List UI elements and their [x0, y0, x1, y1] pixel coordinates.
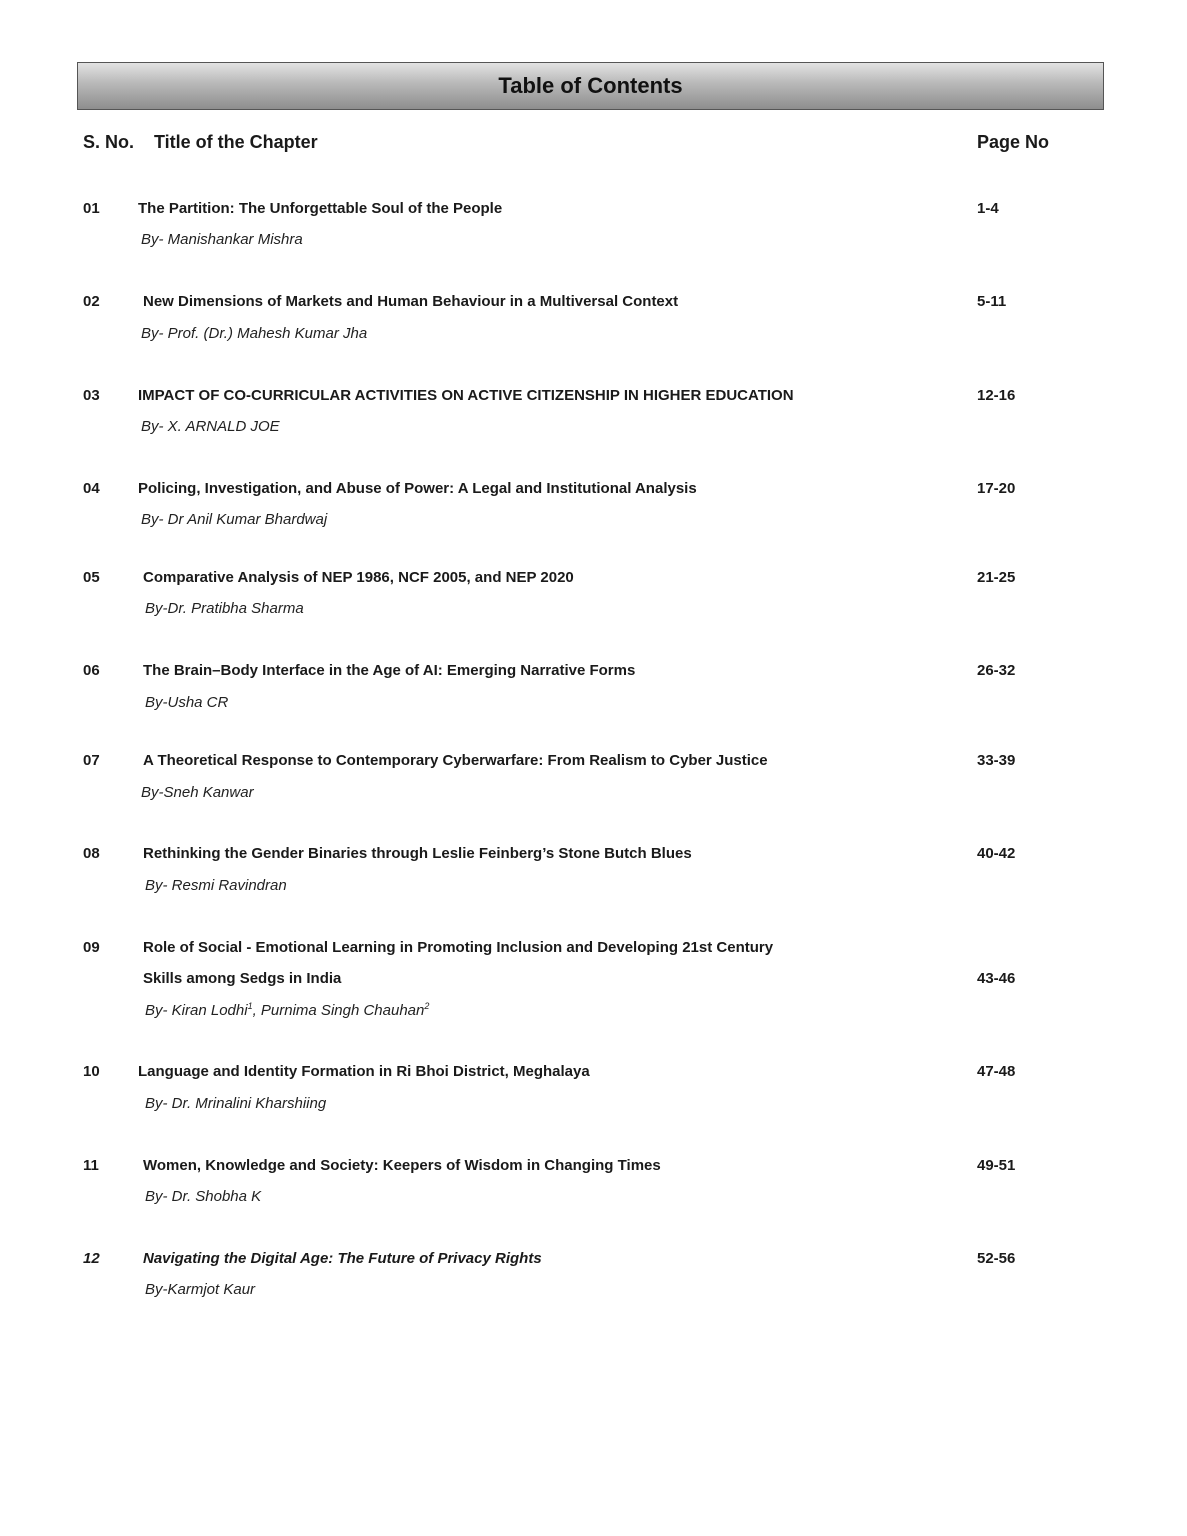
chapter-author: By- Manishankar Mishra	[141, 231, 303, 248]
chapter-title[interactable]: The Partition: The Unforgettable Soul of the People	[138, 200, 503, 217]
chapter-number: 04	[83, 480, 100, 497]
author-footnote-marker: 1	[247, 1001, 253, 1011]
chapter-pages: 47-48	[977, 1063, 1016, 1080]
chapter-pages: 33-39	[977, 752, 1016, 769]
chapter-number: 10	[83, 1063, 100, 1080]
chapter-pages: 12-16	[977, 387, 1016, 404]
chapter-title[interactable]: Navigating the Digital Age: The Future of Privacy Rights	[143, 1250, 542, 1267]
chapter-number: 05	[83, 569, 100, 586]
chapter-author: By- X. ARNALD JOE	[141, 418, 280, 435]
chapter-pages: 49-51	[977, 1157, 1016, 1174]
chapter-number: 08	[83, 845, 100, 862]
chapter-number: 12	[83, 1250, 100, 1267]
chapter-title[interactable]: Women, Knowledge and Society: Keepers of Wisdom in Changing Times	[143, 1157, 661, 1174]
author-name: By- Kiran Lodhi	[145, 1002, 248, 1019]
column-header-title: Title of the Chapter	[154, 132, 318, 152]
chapter-pages: 21-25	[977, 569, 1016, 586]
chapter-number: 02	[83, 293, 100, 310]
toc-title-bar	[77, 62, 1104, 110]
chapter-pages: 40-42	[977, 845, 1016, 862]
chapter-author: By- Resmi Ravindran	[145, 877, 287, 894]
chapter-title[interactable]: New Dimensions of Markets and Human Behaviour in a Multiversal Context	[143, 293, 679, 310]
chapter-author	[145, 1001, 429, 1019]
chapter-number: 11	[83, 1157, 99, 1174]
chapter-author: By- Dr. Mrinalini Kharshiing	[145, 1095, 327, 1112]
column-header-page: Page No	[977, 132, 1050, 152]
chapter-title[interactable]: The Brain–Body Interface in the Age of AI: Emerging Narrative Forms	[143, 662, 636, 679]
chapter-number: 01	[83, 200, 100, 217]
chapter-pages: 43-46	[977, 970, 1016, 987]
chapter-title[interactable]: Language and Identity Formation in Ri Bhoi District, Meghalaya	[138, 1063, 590, 1080]
chapter-number: 03	[83, 387, 100, 404]
chapter-pages: 5-11	[977, 293, 1007, 310]
column-header-sno: S. No.	[83, 132, 135, 152]
chapter-author: By- Dr. Shobha K	[145, 1188, 262, 1205]
chapter-title[interactable]: Policing, Investigation, and Abuse of Power: A Legal and Institutional Analysis	[138, 480, 697, 497]
chapter-title[interactable]: Rethinking the Gender Binaries through Leslie Feinberg’s Stone Butch Blues	[143, 845, 692, 862]
chapter-author: By-Karmjot Kaur	[145, 1281, 256, 1298]
chapter-title[interactable]: A Theoretical Response to Contemporary Cyberwarfare: From Realism to Cyber Justice	[143, 752, 768, 769]
author-name: , Purnima Singh Chauhan	[252, 1002, 425, 1019]
author-footnote-marker: 2	[424, 1001, 430, 1011]
chapter-author: By- Dr Anil Kumar Bhardwaj	[141, 511, 328, 528]
page-title: Table of Contents	[498, 73, 683, 98]
chapter-number: 06	[83, 662, 100, 679]
chapter-number: 09	[83, 939, 100, 956]
chapter-pages: 52-56	[977, 1250, 1016, 1267]
chapter-title[interactable]: IMPACT OF CO-CURRICULAR ACTIVITIES ON ACTIVE CITIZENSHIP IN HIGHER EDUCATION	[138, 387, 794, 404]
chapter-title[interactable]: Role of Social - Emotional Learning in Promoting Inclusion and Developing 21st Century	[143, 939, 774, 956]
chapter-author: By- Prof. (Dr.) Mahesh Kumar Jha	[141, 325, 368, 342]
chapter-pages: 17-20	[977, 480, 1016, 497]
chapter-author: By-Usha CR	[145, 694, 229, 711]
chapter-title[interactable]: Comparative Analysis of NEP 1986, NCF 2005, and NEP 2020	[143, 569, 574, 586]
chapter-pages: 26-32	[977, 662, 1016, 679]
chapter-author: By-Sneh Kanwar	[141, 784, 254, 801]
chapter-number: 07	[83, 752, 100, 769]
chapter-pages: 1-4	[977, 200, 999, 217]
chapter-author: By-Dr. Pratibha Sharma	[145, 600, 304, 617]
chapter-title-continued[interactable]: Skills among Sedgs in India	[143, 970, 342, 987]
